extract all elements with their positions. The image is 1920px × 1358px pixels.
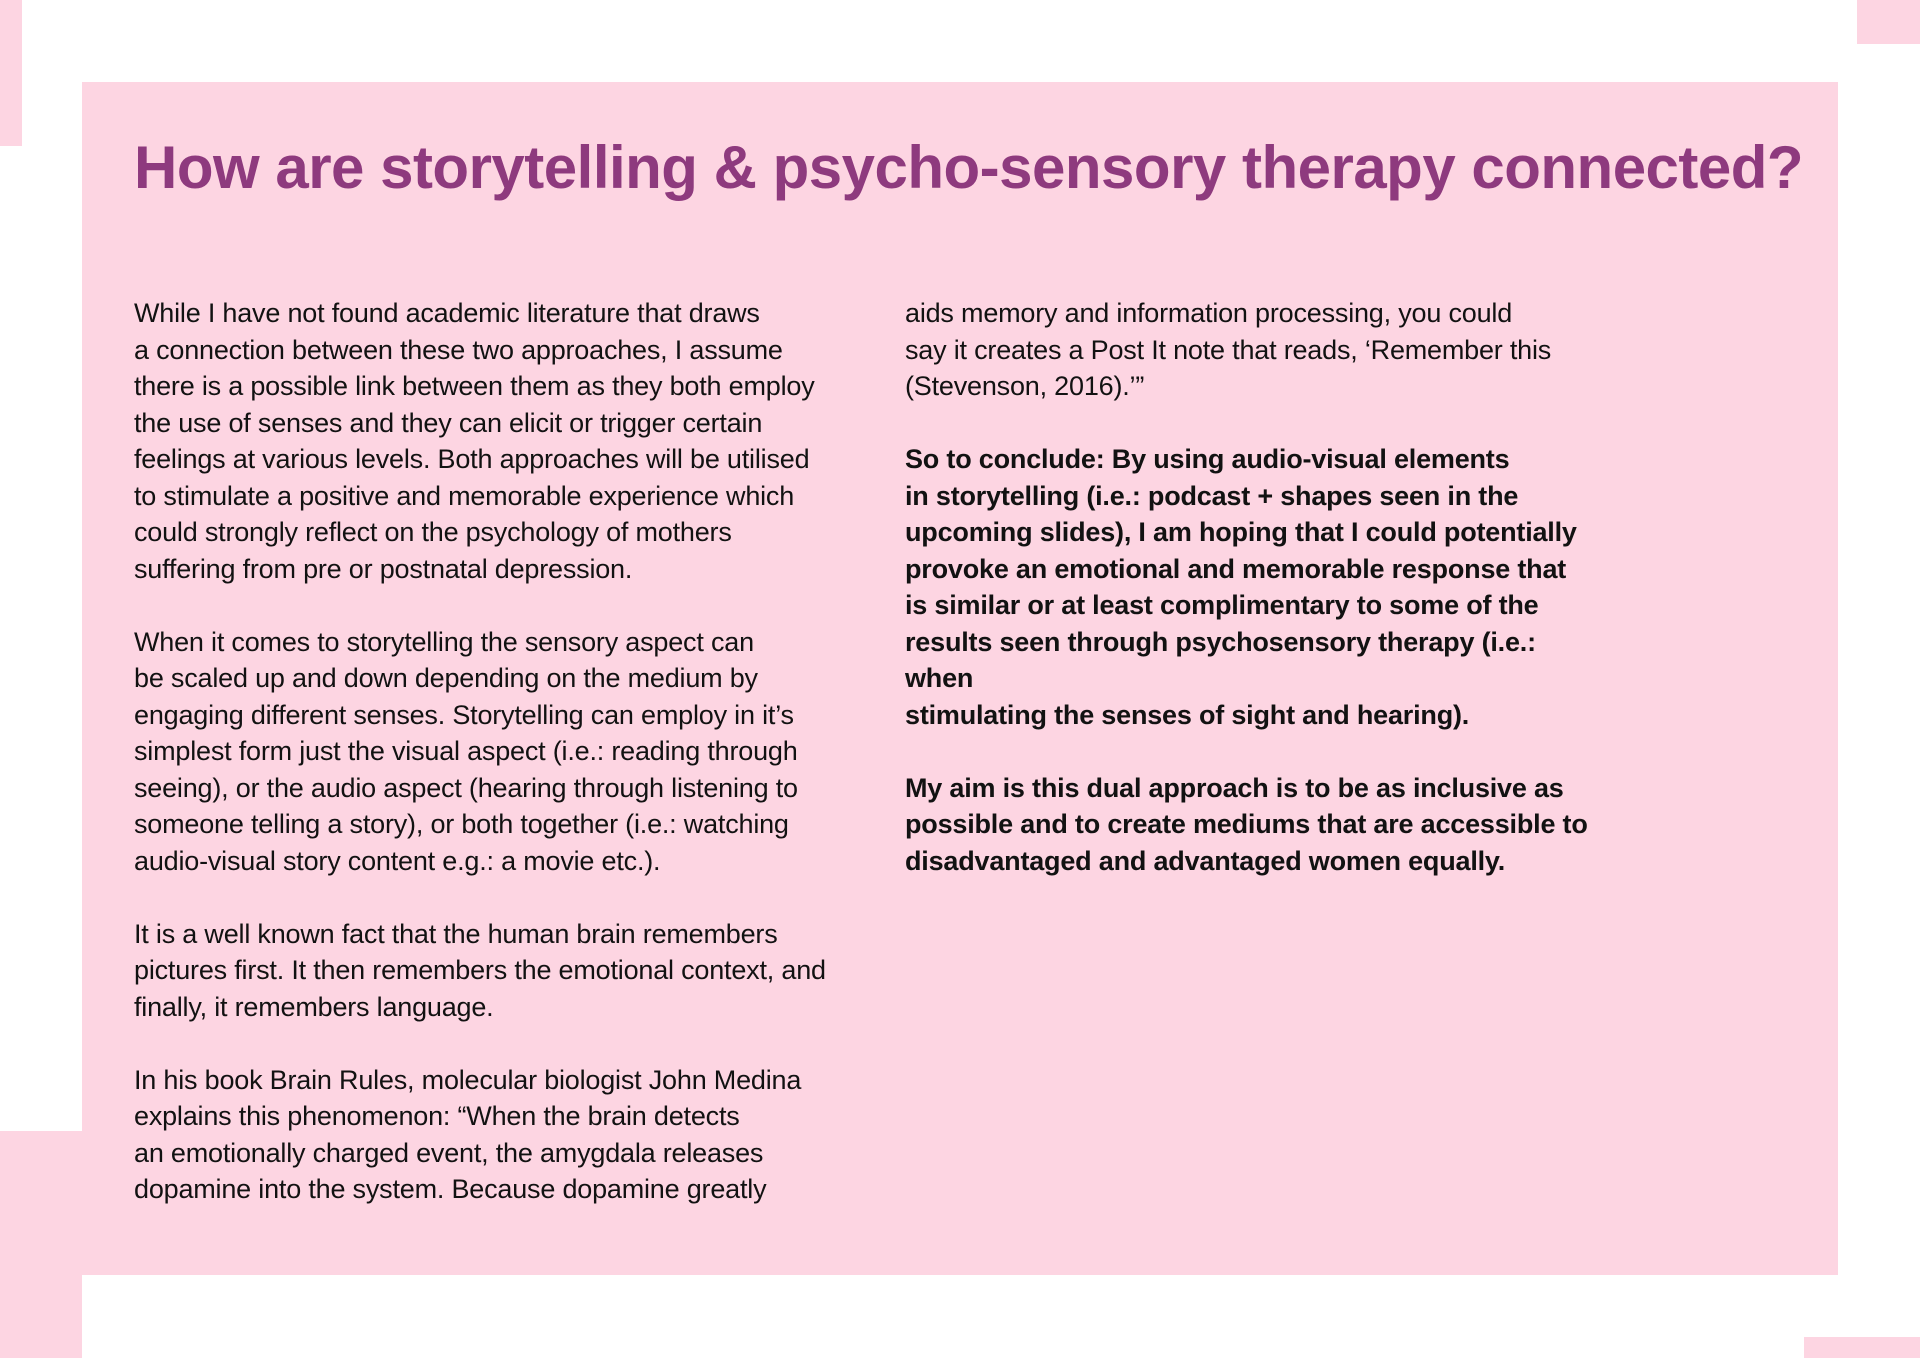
quote-continuation-paragraph: aids memory and information processing, you could say it creates a Post It note that reads, ‘Remember this (Stevenson, 2016).’” — [905, 298, 1552, 401]
brain-rules-paragraph: In his book Brain Rules, molecular biologist John Medina explains this phenomenon: “When the brain detects an emotionally charged event, the amygdala releases dopamine into the system. Because dopamine greatly — [134, 1064, 802, 1204]
decorative-pink-block-bottom-right — [1804, 1337, 1920, 1358]
conclusion-paragraph: So to conclude: By using audio-visual elements in storytelling (i.e.: podcast + shapes seen in the upcoming slides), I am hoping that I could potentially provoke an emotional and memorable response that is similar or at least complimentary to some of the results seen through psychosensory therapy (i.e.: when stimulating the senses of sight and hearing). — [905, 444, 1577, 730]
decorative-pink-block-top-right — [1857, 0, 1920, 44]
aim-paragraph: My aim is this dual approach is to be as inclusive as possible and to create mediums that are accessible to disadvantaged and advantaged women equally. — [905, 772, 1588, 876]
left-text-column — [134, 295, 834, 1244]
page-title: How are storytelling & psycho-sensory therapy connected? — [134, 134, 1804, 201]
intro-paragraph: While I have not found academic literature that draws a connection between these two approaches, I assume there is a possible link between them as they both employ the use of senses and they can elicit or trigger certain feelings at various levels. Both approaches will be utilised to stimulate a positive and memorable experience which could strongly reflect on the psychology of mothers suffering from pre or postnatal depression. — [134, 298, 815, 584]
right-text-column — [905, 295, 1605, 916]
storytelling-senses-paragraph: When it comes to storytelling the sensory aspect can be scaled up and down depending on the medium by engaging different senses. Storytelling can employ in it’s simplest form just the visual aspect (i.e.: reading through seeing), or the audio aspect (hearing through listening to someone telling a story), or both together (i.e.: watching audio-visual story content e.g.: a movie etc.). — [134, 626, 798, 876]
brain-memory-paragraph: It is a well known fact that the human brain remembers pictures first. It then remembers the emotional context, and finally, it remembers language. — [134, 918, 826, 1022]
decorative-pink-block-top-left — [0, 0, 22, 146]
decorative-pink-block-bottom-left — [0, 1131, 82, 1358]
content-panel — [82, 82, 1838, 1275]
